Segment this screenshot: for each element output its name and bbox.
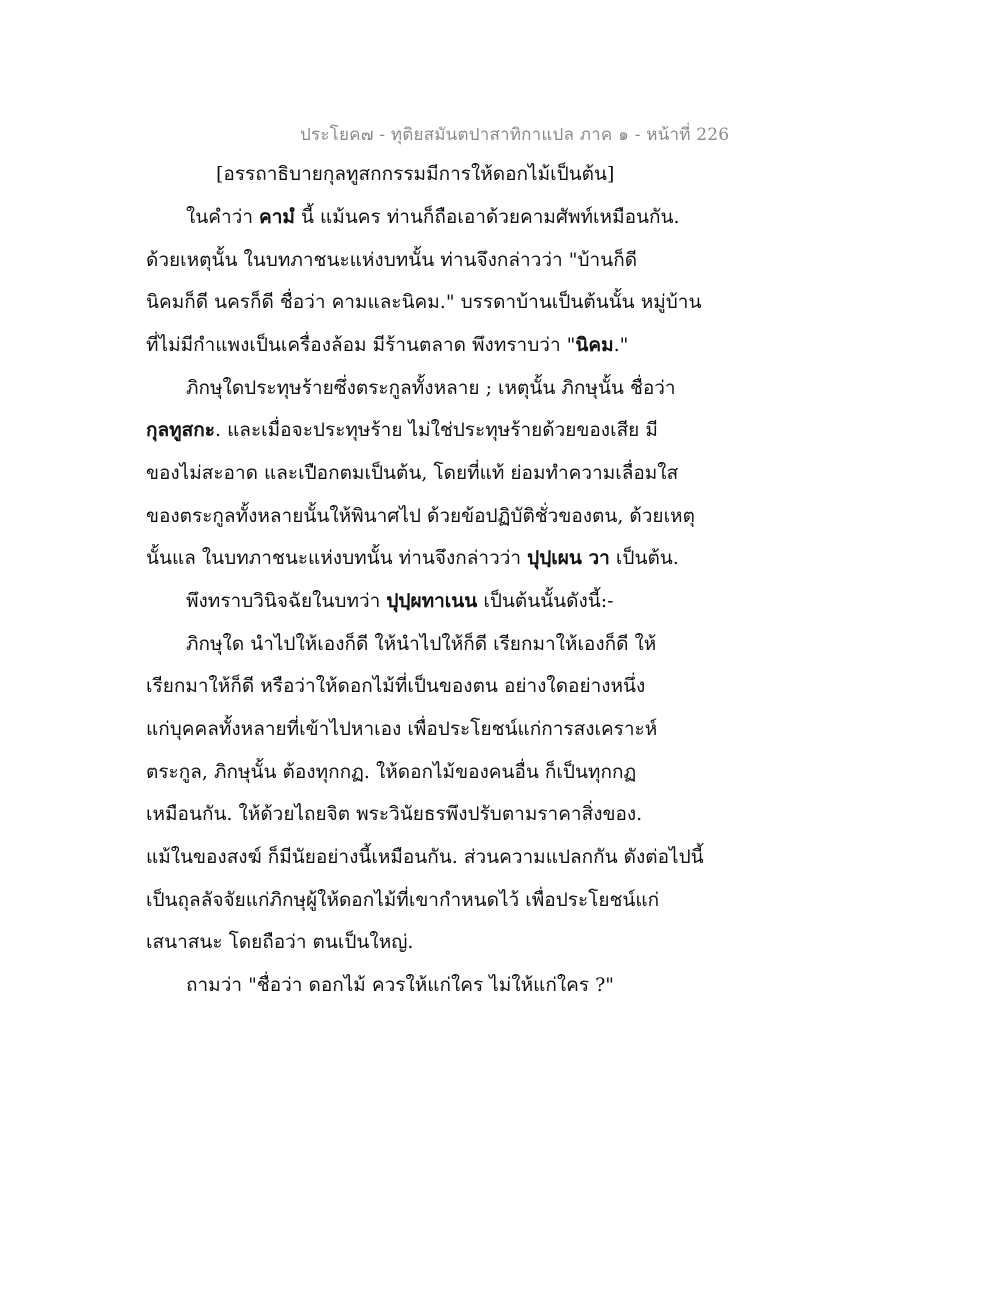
text-line-14: ตระกูล, ภิกษุนั้น ต้องทุกกฏ. ให้ดอกไม้ของคนอื่น ก็เป็นทุกกฏ (146, 761, 637, 783)
text-line-18: เสนาสนะ โดยถือว่า ตนเป็นใหญ่. (146, 931, 414, 953)
text-line-5: ภิกษุใดประทุษร้ายซึ่งตระกูลทั้งหลาย ; เหตุนั้น ภิกษุนั้น ชื่อว่า (186, 377, 676, 399)
text-line-11: ภิกษุใด นำไปให้เองก็ดี ให้นำไปให้ก็ดี เรียกมาให้เองก็ดี ให้ (186, 633, 657, 655)
text-line-3: นิคมก็ดี นครก็ดี ชื่อว่า คามและนิคม." บรรดาบ้านเป็นต้นนั้น หมู่บ้าน (146, 291, 702, 313)
text-line-9: นั้นแล ในบทภาชนะแห่งบทนั้น ท่านจึงกล่าวว่า ปุปฺเผน วา เป็นต้น. (146, 547, 679, 569)
pali-term-pupphadanena: ปุปฺผทาเนน (386, 590, 478, 612)
text-line-12: เรียกมาให้ก็ดี หรือว่าให้ดอกไม้ที่เป็นของตน อย่างใดอย่างหนึ่ง (146, 675, 646, 697)
text-line-7: ของไม่สะอาด และเปือกตมเป็นต้น, โดยที่แท้ ย่อมทำความเลื่อมใส (146, 462, 679, 484)
text-line-1: ในคำว่า คามํ นี้ แม้นคร ท่านก็ถือเอาด้วยคามศัพท์เหมือนกัน. (186, 206, 680, 228)
text-line-8: ของตระกูลทั้งหลายนั้นให้พินาศไป ด้วยข้อปฏิบัติชั่วของตน, ด้วยเหตุ (146, 505, 695, 527)
term-kulathusaka: กุลทูสกะ (146, 419, 215, 441)
text-line-6: กุลทูสกะ. และเมื่อจะประทุษร้าย ไม่ใช่ประทุษร้ายด้วยของเสีย มี (146, 419, 658, 441)
running-head: ประโยค๗ - ทุติยสมันตปาสาทิกาแปล ภาค ๑ - หน้าที่ 226 (300, 125, 730, 145)
text-line-17: เป็นถุลลัจจัยแก่ภิกษุผู้ให้ดอกไม้ที่เขากำหนดไว้ เพื่อประโยชน์แก่ (146, 889, 660, 911)
text-line-13: แก่บุคคลทั้งหลายที่เข้าไปหาเอง เพื่อประโยชน์แก่การสงเคราะห์ (146, 718, 658, 740)
text-line-16: แม้ในของสงฆ์ ก็มีนัยอย่างนี้เหมือนกัน. ส่วนความแปลกกัน ดังต่อไปนี้ (146, 846, 704, 868)
text-line-19: ถามว่า "ชื่อว่า ดอกไม้ ควรให้แก่ใคร ไม่ให้แก่ใคร ?" (186, 974, 615, 996)
text-line-2: ด้วยเหตุนั้น ในบทภาชนะแห่งบทนั้น ท่านจึงกล่าวว่า "บ้านก็ดี (146, 249, 638, 271)
text-line-15: เหมือนกัน. ให้ด้วยไถยจิต พระวินัยธรพึงปรับตามราคาสิ่งของ. (146, 803, 643, 825)
pali-term-kamam: คามํ (259, 206, 295, 228)
section-title: [อรรถาธิบายกุลทูสกกรรมมีการให้ดอกไม้เป็นต้น] (216, 163, 615, 185)
text-line-4: ที่ไม่มีกำแพงเป็นเครื่องล้อม มีร้านตลาด พึงทราบว่า "นิคม." (146, 334, 629, 356)
term-nikhom: นิคม (575, 334, 614, 356)
text-line-10: พึงทราบวินิจฉัยในบทว่า ปุปฺผทาเนน เป็นต้นนั้นดังนี้:- (186, 590, 614, 612)
pali-term-pupphena-va: ปุปฺเผน วา (527, 547, 610, 569)
